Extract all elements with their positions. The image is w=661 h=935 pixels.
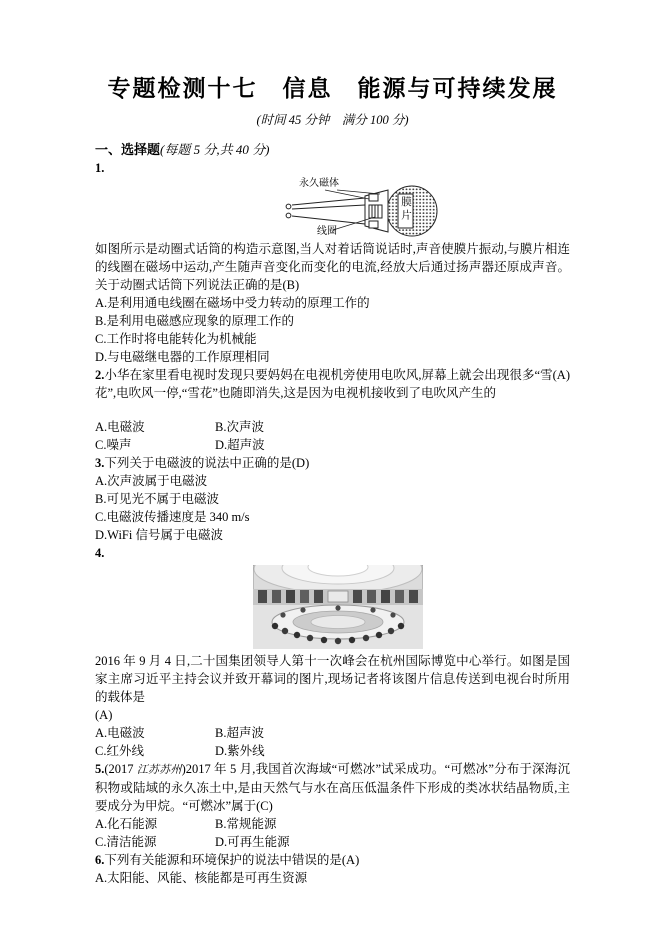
coil-label: 线圈 bbox=[317, 226, 337, 237]
diaphragm-label: 膜片 bbox=[400, 196, 411, 223]
question-3-option-a: A.次声波属于电磁波 bbox=[95, 474, 208, 488]
page-title: 专题检测十七 信息 能源与可持续发展 bbox=[107, 76, 558, 101]
question-5-option-b: B.常规能源 bbox=[215, 817, 277, 831]
section-heading bbox=[95, 141, 570, 159]
question-4-stem: 2016 年 9 月 4 日,二十国集团领导人第十一次峰会在杭州国际博览中心举行。如图是国家主席习近平主持会议并致开幕词的图片,现场记者将该图片信息传送到电视台时所用的载体是 (A) bbox=[95, 654, 570, 722]
question-4-answer: (A) bbox=[95, 708, 113, 722]
question-2-option-b: B.次声波 bbox=[215, 420, 264, 434]
question-1-option-d: D.与电磁继电器的工作原理相同 bbox=[95, 350, 270, 364]
question-2-options bbox=[95, 418, 570, 454]
question-5-source-name: 江苏苏州 bbox=[136, 764, 182, 776]
question-5-answer: (C) bbox=[256, 799, 273, 813]
question-1-option-b: B.是利用电磁感应现象的原理工作的 bbox=[95, 314, 294, 328]
question-5-number: 5. bbox=[95, 762, 105, 776]
section-heading-text: 一、选择题 bbox=[95, 142, 161, 157]
microphone-diagram bbox=[283, 178, 441, 238]
question-5-stem: 5.(2017 江苏苏州)2017 年 5 月,我国首次海域“可燃冰”试采成功。“可燃冰”分布于深海沉积物或陆域的永久冻土中,是由天然气与水在高压低温条件下形成的类冰状结晶物质,主要成分为甲烷。“可燃冰”属于(C) bbox=[95, 762, 570, 813]
question-3-option-c: C.电磁波传播速度是 340 m/s bbox=[95, 510, 250, 524]
question-3-stem: 3.下列关于电磁波的说法中正确的是(D) bbox=[95, 456, 310, 470]
question-3-option-b: B.可见光不属于电磁波 bbox=[95, 492, 219, 506]
g20-round-table-hall-photo bbox=[253, 565, 423, 649]
question-3-option-d: D.WiFi 信号属于电磁波 bbox=[95, 528, 223, 542]
question-2-stem: (A) 2.小华在家里看电视时发现只要妈妈在电视机旁使用电吹风,屏幕上就会出现很多“雪花”,电吹风一停,“雪花”也随即消失,这是因为电视机接收到了电吹风产生的 bbox=[95, 368, 570, 400]
section-heading-note: (每题 5 分,共 40 分) bbox=[160, 142, 270, 157]
question-1-option-a: A.是利用通电线圈在磁场中受力转动的原理工作的 bbox=[95, 296, 370, 310]
question-5-option-c: C.清洁能源 bbox=[95, 835, 157, 849]
question-3-answer: (D) bbox=[291, 456, 310, 470]
question-1-stem: 如图所示是动圈式话筒的构造示意图,当人对着话筒说话时,声音使膜片振动,与膜片相连的线圈在磁场中运动,产生随声音变化而变化的电流,经放大后通过扬声器还原成声音。关于动圈式话筒下列说法正确的是(B) bbox=[95, 242, 570, 292]
question-1-number: 1. bbox=[95, 161, 105, 175]
question-2-option-d: D.超声波 bbox=[215, 438, 265, 452]
question-4-option-a: A.电磁波 bbox=[95, 726, 145, 740]
question-2-number: 2. bbox=[95, 368, 105, 382]
question-4-number: 4. bbox=[95, 546, 105, 560]
question-2-option-c: C.噪声 bbox=[95, 438, 132, 452]
question-6-option-a: A.太阳能、风能、核能都是可再生资源 bbox=[95, 871, 308, 885]
question-2-answer: (A) bbox=[552, 368, 570, 382]
question-4-options bbox=[95, 724, 570, 760]
question-6-answer: (A) bbox=[341, 853, 360, 867]
question-5-source-open: (2017 bbox=[104, 762, 137, 776]
question-6-stem: 6.下列有关能源和环境保护的说法中错误的是(A) bbox=[95, 853, 360, 867]
question-2-option-a: A.电磁波 bbox=[95, 420, 145, 434]
question-5-options bbox=[95, 815, 570, 851]
question-5-option-a: A.化石能源 bbox=[95, 817, 158, 831]
question-3-number: 3. bbox=[95, 456, 105, 470]
summit-photo bbox=[253, 565, 423, 649]
question-1-option-c: C.工作时将电能转化为机械能 bbox=[95, 332, 257, 346]
question-4-option-c: C.红外线 bbox=[95, 744, 144, 758]
question-1-answer: (B) bbox=[282, 278, 300, 292]
question-6-number: 6. bbox=[95, 853, 105, 867]
question-5-option-d: D.可再生能源 bbox=[215, 835, 290, 849]
question-4-option-b: B.超声波 bbox=[215, 726, 264, 740]
magnet-label: 永久磁体 bbox=[299, 178, 339, 189]
question-4-option-d: D.紫外线 bbox=[215, 744, 265, 758]
question-5-source-close: ) bbox=[181, 762, 186, 776]
exam-time-score-note: (时间 45 分钟 满分 100 分) bbox=[256, 113, 409, 127]
